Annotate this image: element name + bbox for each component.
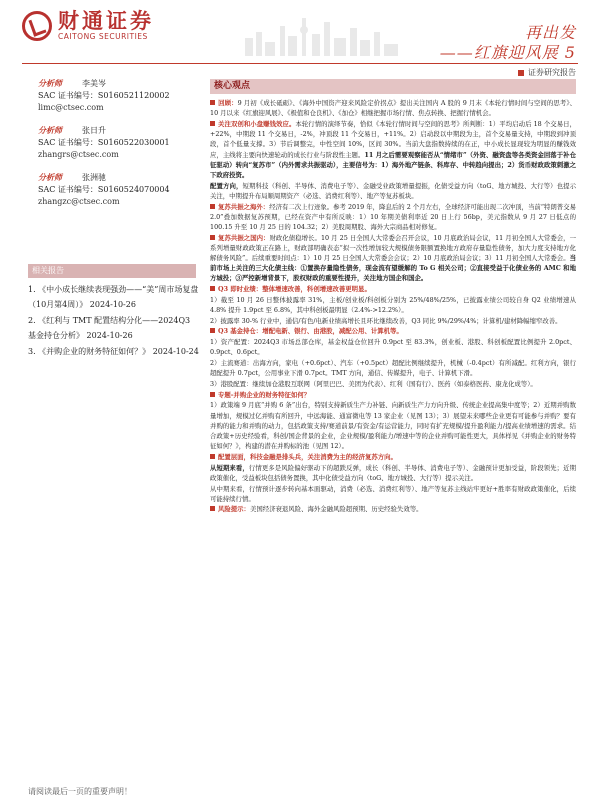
paragraph-config: 配置层面，科技金融是排头兵，关注消费为主的经济复苏方向。: [210, 452, 576, 462]
analyst-sac: SAC 证书编号：S0160521120002: [38, 91, 170, 100]
bullet-icon: [210, 100, 215, 105]
paragraph-q3-earnings-1: 1）截至 10 月 26 日整体披露率 31%，主板/创业板/科创板分别为 25%/48%/25%，已披露业绩公司较自身 Q2 业绩增速从 4.8% 提升 1.9pct 至 6.8%，其中科创板最明显（2.4%->12.2%）。: [210, 295, 576, 315]
paragraph-fund-3: 3）港股配置：继续加仓港股互联网（阿里巴巴、美团为代表）、红利（国有行）、医药（如泰格医药、康龙化成等）。: [210, 379, 537, 388]
paragraph-fund-holdings: Q3 基金持仓：增配电新、银行、由港股，减配公用、计算机等。: [210, 326, 576, 336]
logo-en-text: CAITONG SECURITIES: [58, 32, 148, 41]
paragraph-domestic: 复苏共振之国内：财政化债稳增长。10 月 25 日全国人大常委会召开会议，10 月底政治局会议，11 月初全国人大常委会，一系列增量财政政策正在路上，财政部明确表态“拟一次性增加较大规模债务限额置换地方政府存量隐性债务，加大力度支持地方化解债务风险”。后续重要时间点：1）10 月 25 日全国人大常委会会议；2）10 月底政治局会议；3）11 月初全国人大常委会。当前市场上关注的三大化债主线：①置换存量隐性债务，现金流有望缓解的 To G 相关公司；②直接受益于化债业务的 AMC 和地方城投；③严控新增背景下，股权财政的重要性提升，关注地方国企和国企。: [210, 233, 577, 283]
bullet-icon: [210, 121, 215, 126]
report-title-line1: 再出发: [524, 23, 576, 42]
paragraph-overseas: 复苏共振之海外：经济有二次上行迹象。参考 2019 年，降息后的 2 个月左右，全球经济可能出现二次冲顶，当前“特朗普交易 2.0”叠加数据复苏预期，已经在资产中有所反映：1）10 年期美债利率近 20 日上行 56bp，美元指数从 9 月 27 日低点的 100.15 升至 10 月 25 日的 104.32；2）美股周期股、海外大宗商品相对修复。: [210, 202, 576, 231]
analyst-name: 张日升: [82, 126, 106, 135]
report-title-line2: ——红旗迎风展 5: [439, 43, 576, 62]
logo-mark-icon: [22, 11, 52, 41]
bullet-icon: [210, 392, 215, 397]
bullet-icon: [210, 204, 215, 209]
paragraph-mna: 专题-并购企业的财务特征如何？: [210, 390, 576, 400]
paragraph-small-cap: 关注双创和小盘赚钱效应。本轮行情的演绎节奏，恰似《本轮行情时间与空间的思考》所判断：1）平均启动后 18 个交易日，+22%，中期段 11 个交易日，-2%，冲顶段 11 个交易日，+11%。2）启动段以中期段为主，首个交易量支持，中期段到冲顶段，首个低量支撑。3）节后调整完，中性空间 10%，区间 30%。当前大盘指数持续的在正，中小成长显现较为明显的赚钱效应，主线将主要向快速轮动的成长行业与阶段性主题。11 月之后需要观察能否从“情绪市”（外资、融资盘等各类资金回落于补仓征驱动）转向“复苏市”（内外需求共振驱动），主要信号为：1）海外地产链条、科库存、中转趋向提出；2）货币财政政策刺激之下政府投资。: [210, 119, 577, 179]
bullet-icon: [210, 328, 215, 333]
paragraph-fund-2: 2）主流赛道：出海方向，家电（+0.6pct）、汽车（+0.5pct）超配比例继续提升，机械（-0.4pct）有所减配。红利方向，银行超配提升 0.7pct，公用事业下滑 0.7pct。TMT 方向，通信、传媒提升，电子、计算机下滑。: [210, 359, 576, 378]
paragraph-mna-body: 1）政策端 9 月底“并购 6 条”出台，特别支持新质生产力补链、向新质生产力方向升级、传统企业提高集中度等；2）近期并购数量增加，规模过亿并购有所回升，中远海能、通富微电等 13 家企业（见图 13）；3）展望未来哪些企业更有可能参与并购？要有并购的能力和并购的动力，包括政策支持/赛道前景/有资金/有运营能力，同时有扩充规模/提升盈利能力/提高业绩增速的需求。结合政策+历史经验看，科创/国企背景的企业，企业规模/盈利能力/增速中等的企业并购可能性更大，具体样见《并购企业的财务特征如何？》，构建的潜在并购标的池（见图 12）。: [210, 401, 576, 451]
analyst-role: 分析师: [38, 126, 62, 135]
paragraph-fund-1: 1）资产配置：2024Q3 市场总部仓库，基金权益仓位回升 0.9pct 至 83.3%，创业板、港股、科创板配置比例提升 2.0pct、0.9pct、0.6pct。: [210, 338, 576, 357]
header-divider: [22, 63, 578, 64]
paragraph-mid-term: 从中期来看，行情预计逐步转向基本面驱动，消费（必选、消费红利等）、地产等复苏主线站牢更好+胜率有财政政策催化，后续可能持续行情。: [210, 484, 576, 503]
analyst-card: [38, 172, 170, 208]
core-viewpoints-body: [210, 98, 576, 515]
company-logo: [22, 10, 154, 41]
bullet-icon: [210, 286, 215, 291]
disclaimer-footer: 请阅读最后一页的重要声明！: [28, 787, 132, 796]
analyst-card: [38, 78, 170, 114]
paragraph-q3-earnings: Q3 即时业绩：整体增速改善，科创增速改善更明显。: [210, 284, 576, 294]
related-reports-list: [28, 282, 200, 360]
skyline-watermark: [240, 8, 410, 56]
analyst-sac: SAC 证书编号：S0160524070004: [38, 185, 170, 194]
core-viewpoints-heading: 核心观点: [210, 79, 576, 94]
analyst-card: [38, 125, 170, 161]
analyst-name: 张洲驰: [82, 173, 106, 182]
analyst-email[interactable]: zhangzc@ctsec.com: [38, 197, 120, 206]
paragraph-allocation: 配置方向，短期科技（科创、半导体、消费电子等）、金融受业政策增量提振，化债受益方向（toG、地方城投、大行等）也提示关注，中期提升布局顺周期资产（必选、消费红利等）、地产等复苏板块。: [210, 181, 576, 200]
bullet-icon: [210, 235, 215, 240]
report-type-label: 证券研究报告: [518, 67, 576, 78]
analyst-role: 分析师: [38, 79, 62, 88]
related-report-link[interactable]: 2. 《红利与 TMT 配置结构分化——2024Q3 基金持仓分析》 2024-10-26: [28, 316, 191, 340]
bullet-icon: [210, 454, 215, 459]
paragraph-risk: 风险提示：美国经济衰退风险、海外金融风险超预期、历史经验失效等。: [210, 504, 576, 514]
paragraph-short-term: 从短期来看，行情更多是风险偏好驱动下的超跌反弹，成长（科创、半导体、消费电子等）、金融预计更加受益，阶段领先；近期政策催化，受益板块包括债务置换，其中化债受益方向（toG、地方城投、大行等）提示关注。: [210, 463, 576, 482]
related-report-link[interactable]: 3. 《并购企业的财务特征如何？》 2024-10-24: [28, 347, 199, 356]
bullet-icon: [210, 506, 215, 511]
analyst-email[interactable]: zhangrs@ctsec.com: [38, 150, 119, 159]
related-reports-heading: 相关报告: [28, 264, 196, 278]
analyst-name: 李美岑: [82, 79, 106, 88]
logo-cn-text: 财通证券: [58, 9, 154, 33]
paragraph-review: 回顾：9 月初《成长砥砺》、《海外中国资产迎来风险定价拐点》提出关注国内 A 股的 9 月末《本轮行情时间与空间的思考》、10 月以来《红旗迎风展》、《极值和仓良机》、《加仓》相继把握市场行情、焦点转换、把握行情机会。: [210, 99, 576, 118]
analyst-sac: SAC 证书编号：S0160522030001: [38, 138, 170, 147]
related-report-link[interactable]: 1. 《中小成长继续表现强劲——“美”周市场复盘（10月第4周）》 2024-10-26: [28, 285, 199, 309]
paragraph-q3-earnings-2: 2）披露率 30-% 行业中，通信/有色/电新业绩高增长且环比继续改善，Q3 同比 9%/29%/4%；计算机/建材降幅缩窄改善。: [210, 316, 562, 325]
analyst-email[interactable]: limc@ctsec.com: [38, 103, 104, 112]
analyst-role: 分析师: [38, 173, 62, 182]
